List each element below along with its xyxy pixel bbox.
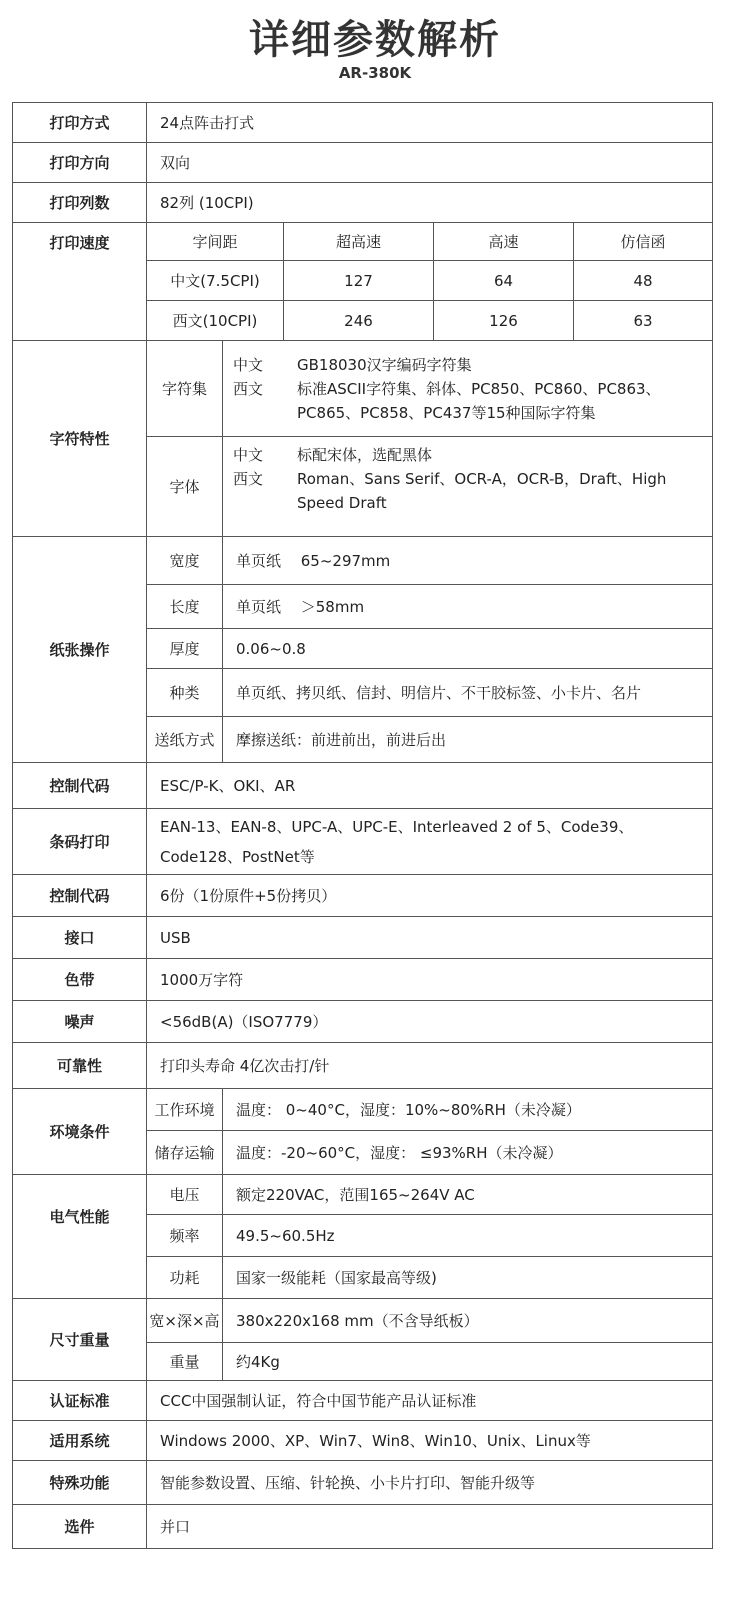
row-value: 智能参数设置、压缩、针轮换、小卡片打印、智能升级等 <box>147 1461 713 1505</box>
table-row <box>13 1299 713 1343</box>
charset-cell <box>223 341 713 437</box>
sub-label: 字符集 <box>147 341 223 437</box>
row-value: 双向 <box>147 143 713 183</box>
speed-header: 超高速 <box>284 223 434 261</box>
speed-row-name: 西文(10CPI) <box>147 301 284 341</box>
table-row <box>13 809 713 875</box>
table-row <box>13 1001 713 1043</box>
sub-value: 单页纸 ＞58mm <box>223 585 713 629</box>
lang-value: Roman、Sans Serif、OCR-A，OCR-B，Draft、High Speed Draft <box>297 470 667 512</box>
font-cn <box>223 443 712 467</box>
sub-value: 单页纸、拷贝纸、信封、明信片、不干胶标签、小卡片、名片 <box>223 669 713 717</box>
speed-header: 高速 <box>434 223 574 261</box>
table-row <box>13 763 713 809</box>
row-value: <56dB(A)（ISO7779） <box>147 1001 713 1043</box>
row-label: 接口 <box>13 917 147 959</box>
sub-label: 送纸方式 <box>147 717 223 763</box>
sub-value: 49.5~60.5Hz <box>223 1215 713 1257</box>
sub-value: 国家一级能耗（国家最高等级) <box>223 1257 713 1299</box>
row-value: 1000万字符 <box>147 959 713 1001</box>
sub-label: 频率 <box>147 1215 223 1257</box>
page-title: 详细参数解析 <box>249 17 501 63</box>
row-label: 色带 <box>13 959 147 1001</box>
row-value: 6份（1份原件+5份拷贝） <box>147 875 713 917</box>
font-en <box>223 467 712 515</box>
row-label: 特殊功能 <box>13 1461 147 1505</box>
row-value: 82列 (10CPI) <box>147 183 713 223</box>
table-row <box>13 1043 713 1089</box>
sub-label: 功耗 <box>147 1257 223 1299</box>
speed-value: 126 <box>434 301 574 341</box>
row-value: 打印头寿命 4亿次击打/针 <box>147 1043 713 1089</box>
row-label: 尺寸重量 <box>13 1299 147 1381</box>
table-row <box>13 875 713 917</box>
table-row <box>13 1421 713 1461</box>
row-value: 24点阵击打式 <box>147 103 713 143</box>
table-row <box>13 341 713 437</box>
row-value: CCC中国强制认证，符合中国节能产品认证标准 <box>147 1381 713 1421</box>
row-label: 噪声 <box>13 1001 147 1043</box>
row-value: USB <box>147 917 713 959</box>
sub-label: 储存运输 <box>147 1131 223 1175</box>
table-row <box>13 1175 713 1215</box>
speed-header: 字间距 <box>147 223 284 261</box>
sub-label: 厚度 <box>147 629 223 669</box>
row-value: ESC/P-K、OKI、AR <box>147 763 713 809</box>
lang-label: 西文 <box>233 470 264 488</box>
charset-cn <box>223 353 712 377</box>
row-label: 条码打印 <box>13 809 147 875</box>
sub-value: 温度：-20~60°C，湿度： ≤93%RH（未冷凝） <box>223 1131 713 1175</box>
row-label: 纸张操作 <box>13 537 147 763</box>
table-row <box>13 223 713 261</box>
sub-label: 重量 <box>147 1343 223 1381</box>
table-row <box>13 1461 713 1505</box>
row-label: 打印列数 <box>13 183 147 223</box>
sub-label: 长度 <box>147 585 223 629</box>
row-label: 可靠性 <box>13 1043 147 1089</box>
charset-en <box>223 377 712 425</box>
table-row <box>13 1381 713 1421</box>
lang-label: 西文 <box>233 380 264 398</box>
table-row <box>13 917 713 959</box>
row-label: 控制代码 <box>13 763 147 809</box>
speed-header: 仿信函 <box>574 223 713 261</box>
lang-value: 标准ASCII字符集、斜体、PC850、PC860、PC863、PC865、PC858、PC437等15种国际字符集 <box>297 380 661 422</box>
row-label: 适用系统 <box>13 1421 147 1461</box>
row-label: 控制代码 <box>13 875 147 917</box>
row-label: 打印方式 <box>13 103 147 143</box>
row-label: 打印方向 <box>13 143 147 183</box>
speed-value: 64 <box>434 261 574 301</box>
row-label: 认证标准 <box>13 1381 147 1421</box>
font-cell <box>223 437 713 537</box>
sub-value: 额定220VAC，范围165~264V AC <box>223 1175 713 1215</box>
lang-label: 中文 <box>233 446 264 464</box>
sub-label: 工作环境 <box>147 1089 223 1131</box>
lang-value: GB18030汉字编码字符集 <box>297 356 472 374</box>
row-label: 环境条件 <box>13 1089 147 1175</box>
lang-label: 中文 <box>233 356 264 374</box>
row-label: 选件 <box>13 1505 147 1549</box>
speed-value: 246 <box>284 301 434 341</box>
sub-value: 380x220x168 mm（不含导纸板） <box>223 1299 713 1343</box>
sub-label: 电压 <box>147 1175 223 1215</box>
row-value: 并口 <box>147 1505 713 1549</box>
speed-value: 48 <box>574 261 713 301</box>
speed-row-name: 中文(7.5CPI) <box>147 261 284 301</box>
row-value: EAN-13、EAN-8、UPC-A、UPC-E、Interleaved 2 of 5、Code39、Code128、PostNet等 <box>147 809 713 875</box>
table-row <box>13 1505 713 1549</box>
row-label: 打印速度 <box>13 223 147 341</box>
table-row <box>13 537 713 585</box>
sub-label: 宽度 <box>147 537 223 585</box>
sub-value: 0.06~0.8 <box>223 629 713 669</box>
table-row <box>13 103 713 143</box>
table-row <box>13 143 713 183</box>
sub-label: 宽×深×高 <box>147 1299 223 1343</box>
sub-label: 种类 <box>147 669 223 717</box>
row-value: Windows 2000、XP、Win7、Win8、Win10、Unix、Linux等 <box>147 1421 713 1461</box>
row-label: 字符特性 <box>13 341 147 537</box>
lang-value: 标配宋体，选配黑体 <box>297 446 433 464</box>
sub-value: 约4Kg <box>223 1343 713 1381</box>
sub-value: 单页纸 65~297mm <box>223 537 713 585</box>
speed-value: 127 <box>284 261 434 301</box>
sub-value: 摩擦送纸：前进前出，前进后出 <box>223 717 713 763</box>
sub-label: 字体 <box>147 437 223 537</box>
row-label: 电气性能 <box>13 1175 147 1299</box>
table-row <box>13 183 713 223</box>
speed-value: 63 <box>574 301 713 341</box>
spec-table <box>12 102 713 1549</box>
sub-value: 温度： 0~40°C，湿度：10%~80%RH（未冷凝） <box>223 1089 713 1131</box>
table-row <box>13 1089 713 1131</box>
table-row <box>13 959 713 1001</box>
model-name: AR-380K <box>338 64 412 82</box>
